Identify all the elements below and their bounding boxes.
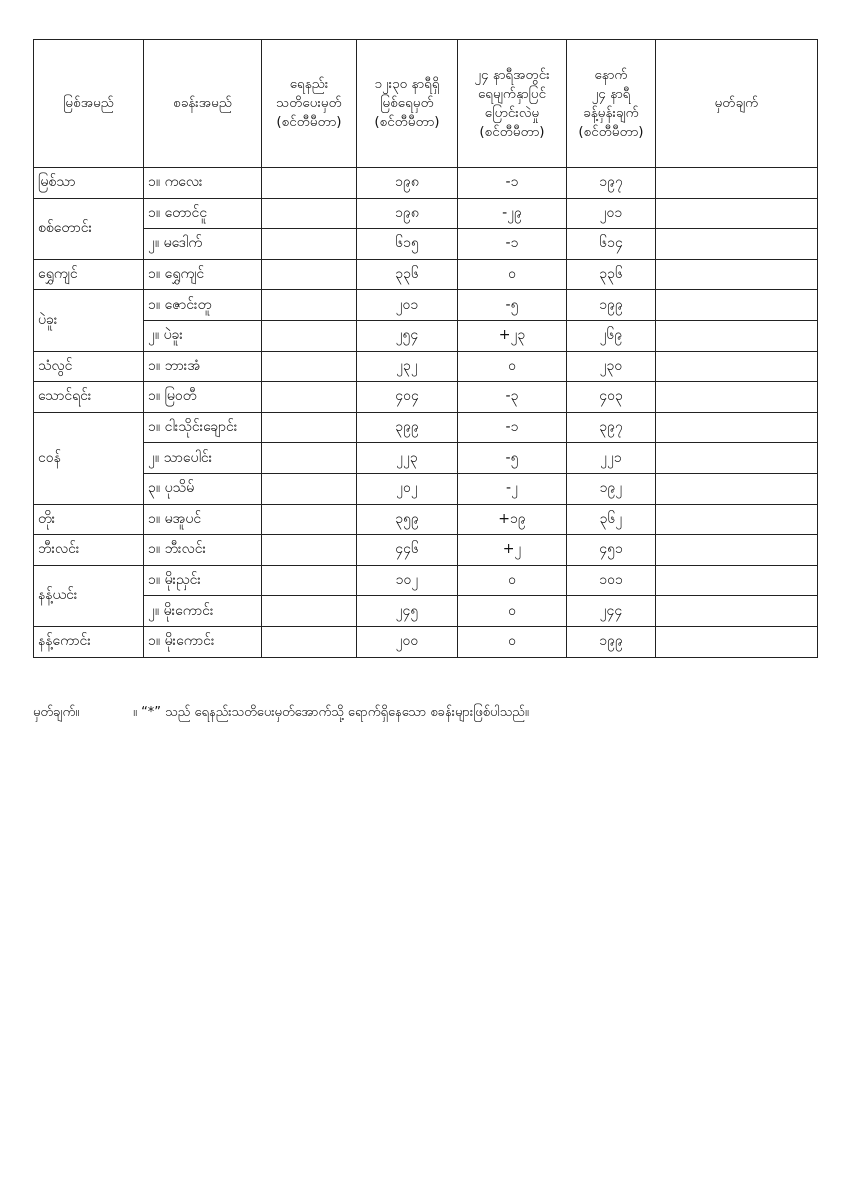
remark-cell bbox=[656, 382, 818, 413]
river-name-cell: နန့်ယင်း bbox=[34, 565, 144, 626]
river-level-cell: ၆၁၅ bbox=[357, 229, 458, 260]
header-river-level: ၁၂း၃၀ နာရီရှိ မြစ်ရေမှတ် (စင်တီမီတာ) bbox=[357, 40, 458, 168]
table-row bbox=[34, 259, 818, 290]
level-change-cell: ၀ bbox=[458, 259, 567, 290]
water-level-table bbox=[33, 39, 818, 658]
table-row bbox=[34, 565, 818, 596]
warning-level-cell bbox=[262, 259, 357, 290]
warning-level-cell bbox=[262, 412, 357, 443]
level-change-cell: -၅ bbox=[458, 290, 567, 321]
remark-cell bbox=[656, 290, 818, 321]
table-body bbox=[34, 168, 818, 658]
table-row bbox=[34, 412, 818, 443]
level-change-cell: -၅ bbox=[458, 443, 567, 474]
river-name-cell: တိုး bbox=[34, 504, 144, 535]
station-name-cell: ၁။ ငါးသိုင်းချောင်း bbox=[144, 412, 262, 443]
warning-level-cell bbox=[262, 596, 357, 627]
level-change-cell: ၀ bbox=[458, 596, 567, 627]
forecast-cell: ၁၉၇ bbox=[567, 168, 656, 199]
river-level-cell: ၂၀၂ bbox=[357, 473, 458, 504]
forecast-cell: ၁၉၂ bbox=[567, 473, 656, 504]
level-change-cell: +၂ bbox=[458, 535, 567, 566]
level-change-cell: -၁ bbox=[458, 168, 567, 199]
warning-level-cell bbox=[262, 443, 357, 474]
river-level-cell: ၄၀၄ bbox=[357, 382, 458, 413]
warning-level-cell bbox=[262, 473, 357, 504]
remark-cell bbox=[656, 473, 818, 504]
warning-level-cell bbox=[262, 535, 357, 566]
forecast-cell: ၂၂၁ bbox=[567, 443, 656, 474]
table-row bbox=[34, 382, 818, 413]
station-name-cell: ၁။ ရွှေကျင် bbox=[144, 259, 262, 290]
river-level-cell: ၂၂၃ bbox=[357, 443, 458, 474]
station-name-cell: ၂။ သာပေါင်း bbox=[144, 443, 262, 474]
river-level-cell: ၁၀၂ bbox=[357, 565, 458, 596]
warning-level-cell bbox=[262, 626, 357, 657]
water-level-table-container bbox=[33, 39, 817, 658]
warning-level-cell bbox=[262, 351, 357, 382]
table-row bbox=[34, 290, 818, 321]
level-change-cell: ၀ bbox=[458, 565, 567, 596]
footnote-text: ။ “*” သည် ရေနည်းသတိပေးမှတ်အောက်သို့ ရောက်ရှိနေသော စခန်းများဖြစ်ပါသည်။ bbox=[133, 705, 529, 720]
remark-cell bbox=[656, 351, 818, 382]
footnote bbox=[33, 704, 529, 723]
river-level-cell: ၄၄၆ bbox=[357, 535, 458, 566]
level-change-cell: +၂၃ bbox=[458, 320, 567, 351]
forecast-cell: ၆၁၄ bbox=[567, 229, 656, 260]
remark-cell bbox=[656, 259, 818, 290]
river-name-cell: စစ်တောင်း bbox=[34, 198, 144, 259]
level-change-cell: +၁၉ bbox=[458, 504, 567, 535]
station-name-cell: ၂။ ပဲခူး bbox=[144, 320, 262, 351]
river-name-cell: နန့်ကောင်း bbox=[34, 626, 144, 657]
river-level-cell: ၂၀၁ bbox=[357, 290, 458, 321]
river-level-cell: ၁၉၈ bbox=[357, 198, 458, 229]
river-level-cell: ၁၉၈ bbox=[357, 168, 458, 199]
river-name-cell: မြစ်သာ bbox=[34, 168, 144, 199]
level-change-cell: -၁ bbox=[458, 229, 567, 260]
river-level-cell: ၂၀၀ bbox=[357, 626, 458, 657]
remark-cell bbox=[656, 596, 818, 627]
level-change-cell: ၀ bbox=[458, 626, 567, 657]
remark-cell bbox=[656, 504, 818, 535]
forecast-cell: ၁၉၉ bbox=[567, 290, 656, 321]
warning-level-cell bbox=[262, 320, 357, 351]
river-name-cell: သောင်ရင်း bbox=[34, 382, 144, 413]
forecast-cell: ၄၀၃ bbox=[567, 382, 656, 413]
forecast-cell: ၁၀၁ bbox=[567, 565, 656, 596]
table-row bbox=[34, 596, 818, 627]
warning-level-cell bbox=[262, 565, 357, 596]
station-name-cell: ၁။ မိုးညှင်း bbox=[144, 565, 262, 596]
remark-cell bbox=[656, 320, 818, 351]
warning-level-cell bbox=[262, 229, 357, 260]
river-name-cell: ဘီးလင်း bbox=[34, 535, 144, 566]
table-row bbox=[34, 320, 818, 351]
river-name-cell: ရွှေကျင် bbox=[34, 259, 144, 290]
forecast-cell: ၃၃၆ bbox=[567, 259, 656, 290]
header-warning-level: ရေနည်း သတိပေးမှတ် (စင်တီမီတာ) bbox=[262, 40, 357, 168]
river-level-cell: ၃၃၆ bbox=[357, 259, 458, 290]
forecast-cell: ၂၄၄ bbox=[567, 596, 656, 627]
station-name-cell: ၂။ မိုးကောင်း bbox=[144, 596, 262, 627]
header-station: စခန်းအမည် bbox=[144, 40, 262, 168]
table-row bbox=[34, 198, 818, 229]
remark-cell bbox=[656, 198, 818, 229]
station-name-cell: ၁။ ဘားအံ bbox=[144, 351, 262, 382]
river-level-cell: ၂၃၂ bbox=[357, 351, 458, 382]
river-level-cell: ၃၉၉ bbox=[357, 412, 458, 443]
remark-cell bbox=[656, 626, 818, 657]
table-row bbox=[34, 473, 818, 504]
forecast-cell: ၂၃၀ bbox=[567, 351, 656, 382]
station-name-cell: ၁။ မြဝတီ bbox=[144, 382, 262, 413]
warning-level-cell bbox=[262, 504, 357, 535]
station-name-cell: ၁။ ဘီးလင်း bbox=[144, 535, 262, 566]
river-name-cell: ပဲခူး bbox=[34, 290, 144, 351]
forecast-cell: ၃၉၇ bbox=[567, 412, 656, 443]
river-name-cell: ငဝန် bbox=[34, 412, 144, 504]
remark-cell bbox=[656, 443, 818, 474]
station-name-cell: ၁။ မိုးကောင်း bbox=[144, 626, 262, 657]
river-level-cell: ၃၅၉ bbox=[357, 504, 458, 535]
forecast-cell: ၃၆၂ bbox=[567, 504, 656, 535]
station-name-cell: ၁။ ဇောင်းတူ bbox=[144, 290, 262, 321]
forecast-cell: ၂၀၁ bbox=[567, 198, 656, 229]
table-row bbox=[34, 168, 818, 199]
station-name-cell: ၂။ မဒေါက် bbox=[144, 229, 262, 260]
forecast-cell: ၄၅၁ bbox=[567, 535, 656, 566]
forecast-cell: ၂၆၉ bbox=[567, 320, 656, 351]
table-row bbox=[34, 626, 818, 657]
level-change-cell: -၂၉ bbox=[458, 198, 567, 229]
remark-cell bbox=[656, 565, 818, 596]
header-row bbox=[34, 40, 818, 168]
warning-level-cell bbox=[262, 290, 357, 321]
warning-level-cell bbox=[262, 198, 357, 229]
remark-cell bbox=[656, 535, 818, 566]
level-change-cell: -၂ bbox=[458, 473, 567, 504]
warning-level-cell bbox=[262, 382, 357, 413]
warning-level-cell bbox=[262, 168, 357, 199]
header-river: မြစ်အမည် bbox=[34, 40, 144, 168]
level-change-cell: ၀ bbox=[458, 351, 567, 382]
remark-cell bbox=[656, 229, 818, 260]
remark-cell bbox=[656, 168, 818, 199]
table-row bbox=[34, 351, 818, 382]
forecast-cell: ၁၉၉ bbox=[567, 626, 656, 657]
station-name-cell: ၁။ မအူပင် bbox=[144, 504, 262, 535]
river-name-cell: သံလွင် bbox=[34, 351, 144, 382]
level-change-cell: -၁ bbox=[458, 412, 567, 443]
header-remarks: မှတ်ချက် bbox=[656, 40, 818, 168]
river-level-cell: ၂၅၄ bbox=[357, 320, 458, 351]
table-row bbox=[34, 229, 818, 260]
river-level-cell: ၂၄၅ bbox=[357, 596, 458, 627]
level-change-cell: -၃ bbox=[458, 382, 567, 413]
table-row bbox=[34, 504, 818, 535]
station-name-cell: ၃။ ပုသိမ် bbox=[144, 473, 262, 504]
remark-cell bbox=[656, 412, 818, 443]
station-name-cell: ၁။ တောင်ငူ bbox=[144, 198, 262, 229]
footnote-label: မှတ်ချက်။ bbox=[33, 705, 80, 720]
station-name-cell: ၁။ ကလေး bbox=[144, 168, 262, 199]
table-row bbox=[34, 443, 818, 474]
table-row bbox=[34, 535, 818, 566]
header-24h-change: ၂၄ နာရီအတွင်း ရေမျက်နှာပြင် ပြောင်းလဲမှု (စင်တီမီတာ) bbox=[458, 40, 567, 168]
header-24h-forecast: နောက် ၂၄ နာရီ ခန့်မှန်းချက် (စင်တီမီတာ) bbox=[567, 40, 656, 168]
